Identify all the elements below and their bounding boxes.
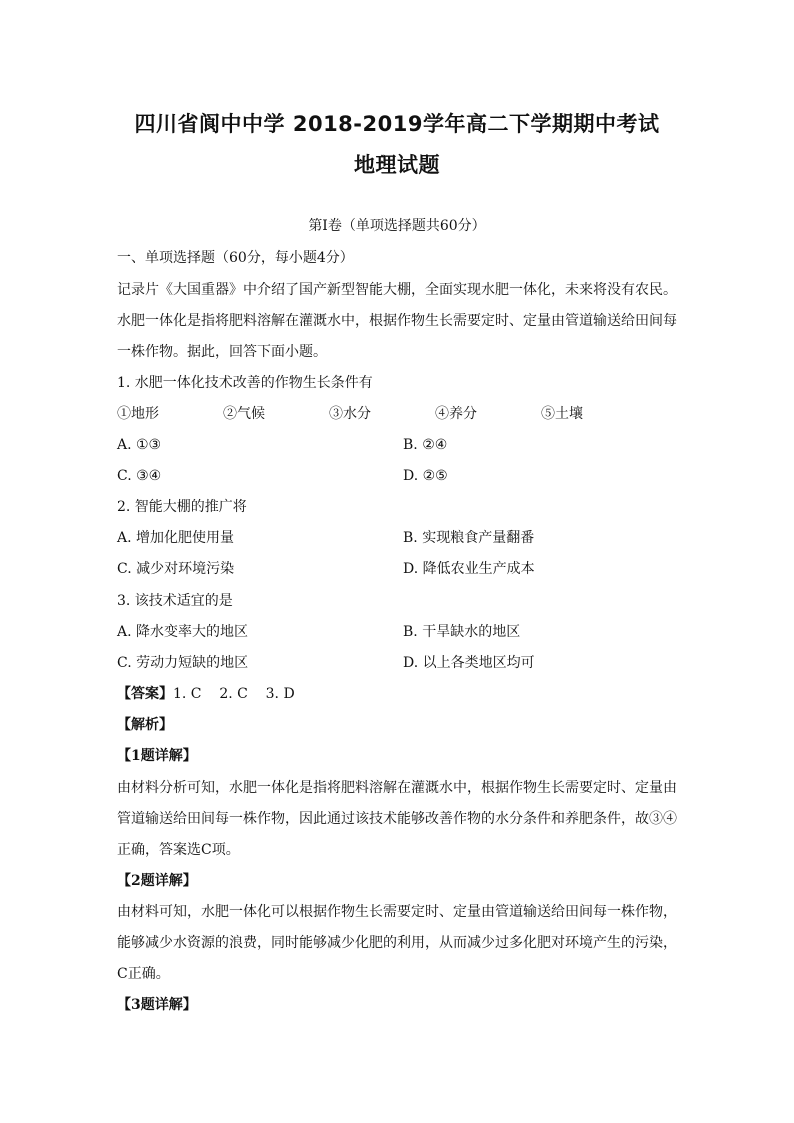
exam-title: 四川省阆中中学 2018-2019学年高二下学期期中考试 [134,112,660,136]
q2-option-a: A. 增加化肥使用量 [117,530,235,546]
answer-label: 【答案】 [117,686,173,702]
q1-option-c: C. ③④ [117,468,162,484]
q1-item-4: ④养分 [435,406,477,422]
exam-subtitle: 地理试题 [354,153,440,177]
detail1-label: 【1题详解】 [117,748,197,764]
q1-option-a: A. ①③ [117,437,162,453]
q1-items [117,405,583,423]
answer-line [117,685,295,703]
q2-option-c: C. 减少对环境污染 [117,561,235,577]
analysis-label: 【解析】 [117,717,173,733]
material-line-3: 一株作物。据此，回答下面小题。 [117,344,327,360]
q1-item-1: ①地形 [117,406,159,422]
q1-item-5: ⑤土壤 [541,406,583,422]
q3-option-a: A. 降水变率大的地区 [117,624,249,640]
detail2-line-3: C正确。 [117,966,170,982]
q2-stem: 2. 智能大棚的推广将 [117,499,247,515]
detail2-line-1: 由材料可知，水肥一体化可以根据作物生长需要定时、定量由管道输送给田间每一株作物， [117,904,677,920]
material-line-1: 记录片《大国重器》中介绍了国产新型智能大棚，全面实现水肥一体化，未来将没有农民。 [117,282,677,298]
material-line-2: 水肥一体化是指将肥料溶解在灌溉水中，根据作物生长需要定时、定量由管道输送给田间每 [117,313,677,329]
detail1-line-2: 管道输送给田间每一株作物，因此通过该技术能够改善作物的水分条件和养肥条件，故③④ [117,811,677,827]
detail2-line-2: 能够减少水资源的浪费，同时能够减少化肥的利用，从而减少过多化肥对环境产生的污染， [117,935,677,951]
detail2-label: 【2题详解】 [117,873,197,889]
q1-stem: 1. 水肥一体化技术改善的作物生长条件有 [117,375,373,391]
section-heading: 第Ⅰ卷（单项选择题共60分） [308,218,486,234]
detail3-label: 【3题详解】 [117,997,197,1013]
q1-item-3: ③水分 [329,406,371,422]
part-title: 一、单项选择题（60分，每小题4分） [117,250,354,266]
q2-option-b: B. 实现粮食产量翻番 [403,530,535,546]
q3-stem: 3. 该技术适宜的是 [117,593,233,609]
q3-option-c: C. 劳动力短缺的地区 [117,655,249,671]
detail1-line-3: 正确，答案选C项。 [117,842,240,858]
q2-option-d: D. 降低农业生产成本 [403,561,535,577]
q1-option-b: B. ②④ [403,437,448,453]
answer-text: 1. C 2. C 3. D [173,686,295,702]
q3-option-d: D. 以上各类地区均可 [403,655,535,671]
q1-option-d: D. ②⑤ [403,468,448,484]
detail1-line-1: 由材料分析可知，水肥一体化是指将肥料溶解在灌溉水中，根据作物生长需要定时、定量由 [117,780,677,796]
q1-item-2: ②气候 [223,406,265,422]
q3-option-b: B. 干旱缺水的地区 [403,624,521,640]
